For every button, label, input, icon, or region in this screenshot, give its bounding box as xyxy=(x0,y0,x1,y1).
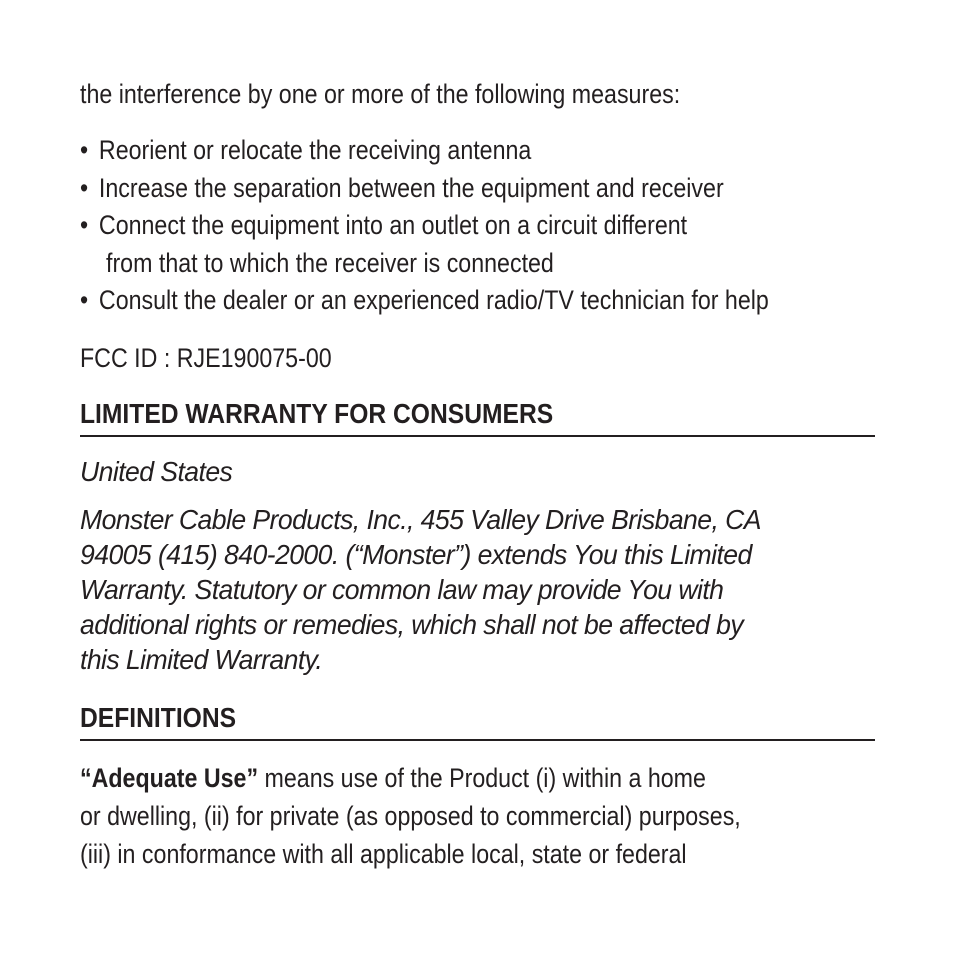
bullet-item xyxy=(80,283,769,317)
definition-line xyxy=(80,761,706,795)
definition-line: (iii) in conformance with all applicable local, state or federal xyxy=(80,839,687,869)
bullet-text: Reorient or relocate the receiving antenna xyxy=(98,135,532,165)
warranty-paragraph-line: additional rights or remedies, which shall not be affected by xyxy=(80,609,744,640)
warranty-heading xyxy=(80,397,875,437)
bullet-text: Consult the dealer or an experienced radio/TV technician for help xyxy=(98,285,769,315)
definition-term: “Adequate Use” xyxy=(80,763,259,793)
bullet-item xyxy=(80,208,687,242)
fcc-id: FCC ID : RJE190075-00 xyxy=(80,343,332,373)
bullet-text: Increase the separation between the equipment and receiver xyxy=(98,173,724,203)
bullet-item xyxy=(80,171,724,205)
warranty-paragraph-line: this Limited Warranty. xyxy=(80,644,323,675)
bullet-dot: • xyxy=(80,285,89,315)
definition-line: or dwelling, (ii) for private (as opposed to commercial) purposes, xyxy=(80,801,741,831)
intro-text: the interference by one or more of the following measures: xyxy=(80,79,681,109)
warranty-heading-text: LIMITED WARRANTY FOR CONSUMERS xyxy=(80,398,554,429)
bullet-item xyxy=(80,133,531,167)
warranty-region: United States xyxy=(80,456,233,487)
bullet-continuation: from that to which the receiver is connected xyxy=(106,248,554,278)
definitions-heading xyxy=(80,701,875,741)
warranty-paragraph-line: Warranty. Statutory or common law may provide You with xyxy=(80,574,724,605)
definition-text: means use of the Product (i) within a home xyxy=(258,763,706,793)
bullet-dot: • xyxy=(80,135,89,165)
warranty-paragraph-line: 94005 (415) 840-2000. (“Monster”) extends You this Limited xyxy=(80,539,752,570)
definitions-heading-text: DEFINITIONS xyxy=(80,702,237,733)
bullet-text: Connect the equipment into an outlet on a circuit different xyxy=(98,210,688,240)
bullet-dot: • xyxy=(80,210,89,240)
warranty-paragraph-line: Monster Cable Products, Inc., 455 Valley Drive Brisbane, CA xyxy=(80,504,761,535)
bullet-dot: • xyxy=(80,173,89,203)
